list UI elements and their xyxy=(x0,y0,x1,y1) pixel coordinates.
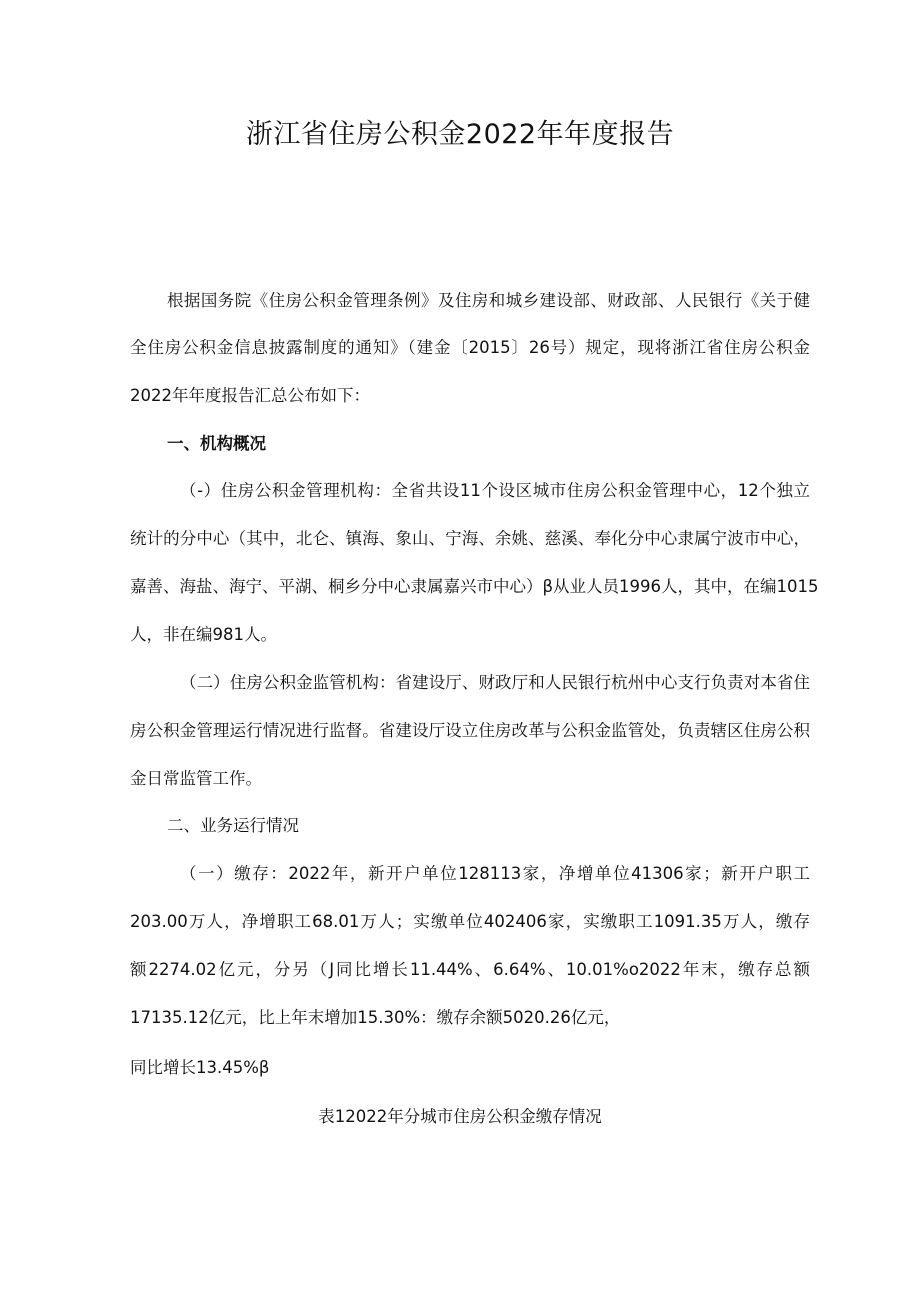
section1-para1-line-3: 嘉善、海盐、海宁、平湖、桐乡分中心隶属嘉兴市中心）β从业人员1996人，其中，在编1015 xyxy=(130,577,819,596)
section-heading-2: 二、业务运行情况 xyxy=(167,816,299,835)
section1-para2-line-1: （二）住房公积金监管机构：省建设厅、财政厅和人民银行杭州中心支行负责对本省住 xyxy=(180,673,810,692)
section2-para1-line-5: 同比增长13.45%β xyxy=(130,1058,270,1077)
section2-para1-line-3: 额2274.02亿元，分另（J同比增长11.44%、6.64%、10.01%o2022年末，缴存总额 xyxy=(130,960,810,979)
section1-para2-line-3: 金日常监管工作。 xyxy=(130,769,262,788)
intro-line-2: 全住房公积金信息披露制度的通知》（建金〔2015〕26号）规定，现将浙江省住房公积金 xyxy=(130,338,810,357)
section2-para1-line-2: 203.00万人，净增职工68.01万人；实缴单位402406家，实缴职工1091.35万人，缴存 xyxy=(130,912,810,931)
page-title: 浙江省住房公积金2022年年度报告 xyxy=(245,119,675,150)
section1-para1-line-4: 人，非在编981人。 xyxy=(130,625,277,644)
section2-para1-line-4: 17135.12亿元，比上年末增加15.30%：缴存余额5020.26亿元， xyxy=(130,1008,621,1027)
section2-para1-line-1: （一）缴存：2022年，新开户单位128113家，净增单位41306家；新开户职工 xyxy=(180,864,810,883)
intro-line-3: 2022年年度报告汇总公布如下： xyxy=(130,386,370,405)
section1-para2-line-2: 房公积金管理运行情况进行监督。省建设厅设立住房改革与公积金监管处，负责辖区住房公积 xyxy=(130,721,810,740)
section1-para1-line-2: 统计的分中心（其中，北仑、镇海、象山、宁海、余姚、慈溪、奉化分中心隶属宁波市中心， xyxy=(130,529,810,548)
section-heading-1: 一、机构概况 xyxy=(167,434,266,453)
intro-line-1: 根据国务院《住房公积金管理条例》及住房和城乡建设部、财政部、人民银行《关于健 xyxy=(167,291,810,310)
table-caption: 表12022年分城市住房公积金缴存情况 xyxy=(318,1107,602,1126)
section1-para1-line-1: （-）住房公积金管理机构：全省共设11个设区城市住房公积金管理中心，12个独立 xyxy=(180,481,810,500)
